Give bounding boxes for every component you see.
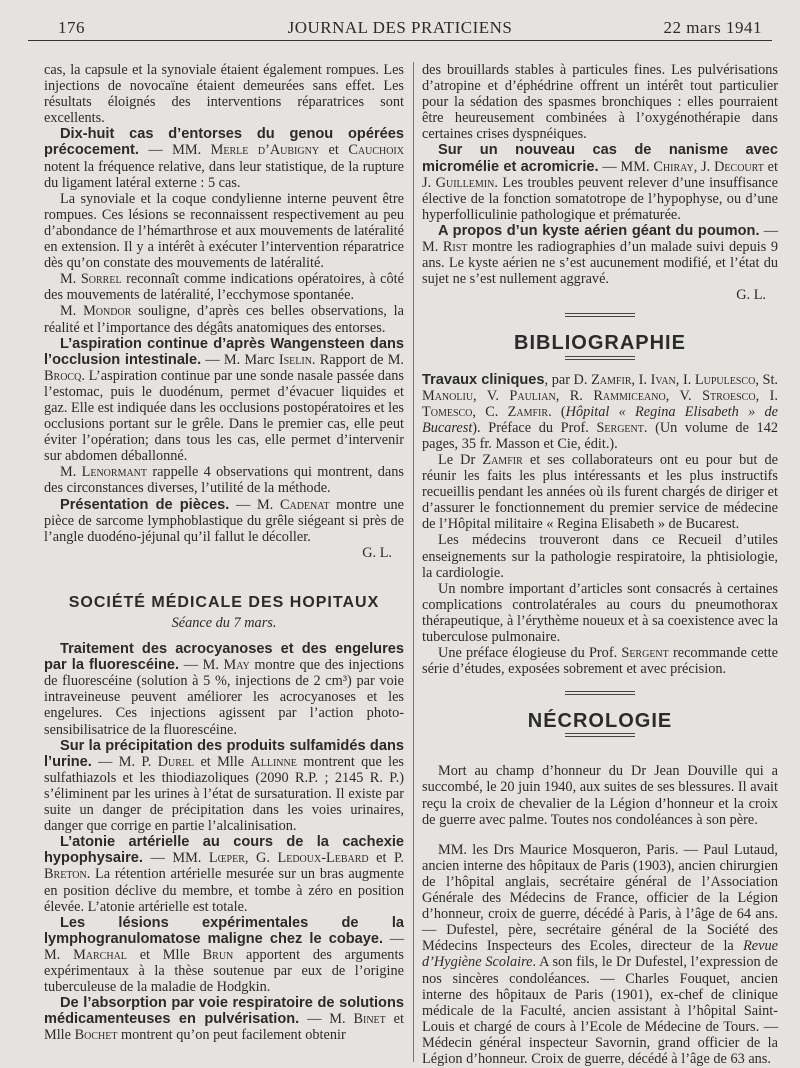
article-heading: L’aspiration continue d’après Wangensteen dans l’occlusion intestinale. (44, 335, 404, 368)
paragraph: M. Lenormant rappelle 4 observations qui montrent, dans des circonstances diverses, l’utilité de la méthode. (44, 464, 404, 497)
article-heading: Sur un nouveau cas de nanisme avec micromélie et acromicrie. (422, 142, 778, 175)
author-name: Decourt (714, 158, 764, 175)
author-name: Sergent (621, 645, 669, 662)
author-name: Binet (353, 1011, 386, 1028)
continued-paragraph: des brouillards stables à particules fines. Les pulvérisations d’atropine et d’éphédrine offrent un intérêt tout particulier pour la sédation des spasmes bronchiques : elles pourraient être heureusement combinées à l’oxygénothérapie dans certaines crises dyspnéiques. (422, 62, 778, 143)
ornament-rule (565, 691, 635, 695)
right-column (422, 62, 778, 1067)
paragraph: Un nombre important d’articles sont consacrés à certaines complications controlatérales au cours du pneumothorax thérapeutique, à l’érythème noueux et à sa coexistence avec la tuberculose pulmonaire. (422, 580, 778, 645)
article-sulfamides: Sur la précipitation des produits sulfamidés dans l’urine. — M. P. Durel et Mlle Allinne montrent que les sulfathiazols et les thiodiazoliques (2090 R.P. ; 2145 R. P.) s’éliminent par les urines à l’état de sursaturation. Il existe par suite un danger de précipitation dans les voies urinaires, danger que corrige en partie l’alcalinisation. (44, 737, 404, 835)
journal-title: JOURNAL DES PRATICIENS (287, 18, 513, 37)
author-name: Brocq (44, 367, 82, 384)
bibliography-title: BIBLIOGRAPHIE (514, 332, 686, 355)
article-heading: Sur la précipitation des produits sulfamidés dans l’urine. (44, 737, 404, 770)
author-name: Durel (157, 753, 195, 770)
article-atonie: L’atonie artérielle au cours de la cachexie hypophysaire. — MM. Lœper, G. Ledoux-Lebard et P. Breton. La rétention artérielle mesurée sur un bras augmente en position déclive du membre, et tombe à zéro en position élevée. L’atonie artérielle est totale. (44, 834, 404, 915)
author-name: Breton (44, 866, 87, 883)
ornament-rule (565, 356, 635, 360)
ornament-rule (565, 313, 635, 317)
author-name: Bochet (74, 1027, 118, 1044)
author-name: Marchal (73, 946, 127, 963)
paragraph: Le Dr Zamfir et ses collaborateurs ont eu pour but de réunir les faits les plus intéressants et les plus instructifs recueillis pendant les années où ils furent chargés de diriger et d’assurer le fonctionnement du premier service de médecine de l’Hôpital militaire « Regina Elisabeth » de Bucarest. (422, 451, 778, 533)
article-heading: Les lésions expérimentales de la lymphogranulomatose maligne chez le cobaye. (44, 914, 404, 947)
article-heading: A propos d’un kyste aérien géant du poumon. (438, 222, 760, 239)
paragraph: M. Sorrel reconnaît comme indications opératoires, à côté des mouvements de latéralité, l’ecchymose spontanée. (44, 271, 404, 304)
author-name: Guillemin (435, 174, 495, 191)
author-name: Allinne (250, 753, 297, 770)
article-heading: Traitement des acrocyanoses et des engelures par la fluorescéine. (44, 641, 404, 674)
ornament-rule (565, 733, 635, 737)
author-name: Zamfir (482, 451, 523, 468)
book-reference: Travaux cliniques, par D. Zamfir, I. Ivan, I. Lupulesco, St. Manoliu, V. Paulian, R. Rammiceano, V. Stroesco, I. Tomesco, C. Zamfir. (Hôpital « Regina Elisabeth » de Bucarest). Préface du Prof. Sergent. (Un volume de 142 pages, 35 fr. Masson et Cie, édit.). (422, 371, 778, 452)
article-lesions: Les lésions expérimentales de la lymphogranulomatose maligne chez le cobaye. — M. Marchal et Mlle Brun apportent des arguments expérimentaux à la thèse soutenue par eux de l’origine tuberculeuse de la maladie de Hodgkin. (44, 914, 405, 996)
author-name: Lenormant (81, 464, 148, 481)
article-kyste: A propos d’un kyste aérien géant du poumon. — M. Rist montre les radiographies d’un malade suivi depuis 9 ans. Le kyste aérien ne s’est aucunement modifié, et l’état du sujet ne s’est nullement aggravé. (422, 222, 779, 288)
author-name: Cadenat (279, 496, 330, 513)
article-aspiration: L’aspiration continue d’après Wangensteen dans l’occlusion intestinale. — M. Marc Iselin. Rapport de M. Brocq. L’aspiration continue par une sonde nasale passée dans l’estomac, puis le duodénum, permet d’évacuer liquides et gaz. Elle est indiquée dans les occlusions postopératoires et les occlusions portant sur le grêle. Dans le premier cas, elle peut éviter l’opération; dans tous les cas, elle permet d’intervenir sur abdomen déballonné. (44, 335, 405, 465)
article-heading: De l’absorption par voie respiratoire de solutions médicamenteuses en pulvérisation. (44, 995, 404, 1028)
issue-date: 22 mars 1941 (663, 18, 762, 37)
page-number: 176 (58, 18, 85, 37)
article-acrocyanoses: Traitement des acrocyanoses et des engelures par la fluorescéine. — M. May montre que des injections de fluorescéine (solution à 5 %, injections de 2 cm³) par voie intraveineuse peuvent améliorer les acrocyanoses et les engelures. Ces injections agissent par l’action photo-sensibilisatrice de la fluorescéine. (44, 641, 404, 738)
paragraph: M. Mondor souligne, d’après ces belles observations, la réalité et l’importance des dégâts anatomiques des entorses. (44, 303, 404, 336)
signature: G. L. (362, 544, 392, 561)
author-name: Lœper (208, 850, 245, 867)
author-name: May (223, 657, 250, 674)
necrology-title: NÉCROLOGIE (527, 710, 673, 733)
book-title: Travaux cliniques (422, 371, 545, 388)
left-column (44, 62, 404, 1043)
paragraph: Mort au champ d’honneur du Dr Jean Douville qui a succombé, le 20 juin 1940, aux suites de ses blessures. Il avait reçu la croix de chevalier de la Légion d’honneur et la croix de guerre avec palme. Toutes nos condoléances à son père. (422, 763, 778, 828)
author-name: Rist (442, 239, 468, 256)
signature: G. L. (736, 287, 766, 304)
article-heading: Dix-huit cas d’entorses du genou opérées précocement. (44, 126, 404, 159)
article-heading: L’atonie artérielle au cours de la cachexie hypophysaire. (44, 834, 404, 867)
article-nanisme: Sur un nouveau cas de nanisme avec micromélie et acromicrie. — MM. Chiray, J. Decourt et J. Guillemin. Les troubles peuvent relever d’une insuffisance élective de la fonction somatotrope de l’hypophyse, ou d’une hyperfolliculinie pathologique et prématurée. (422, 142, 778, 223)
author-name: Cauchoix (348, 142, 404, 159)
article-heading: Présentation de pièces. (60, 496, 230, 513)
article-presentation: Présentation de pièces. — M. Cadenat montre une pièce de sarcome lymphoblastique du grêle siégeant si près de l’angle duodéno-jéjunal qu’il fallut le décoller. (44, 496, 404, 545)
section-title: SOCIÉTÉ MÉDICALE DES HOPITAUX (68, 593, 380, 611)
continued-paragraph: cas, la capsule et la synoviale étaient également rompues. Les injections de novocaïne étaient demeurées sans effet. Les résultats éloignés des interventions réparatrices sont excellents. (44, 62, 404, 127)
session-date: Séance du 7 mars. (171, 615, 277, 631)
author-name: Mondor (83, 303, 132, 320)
paragraph: MM. les Drs Maurice Mosqueron, Paris. — Paul Lutaud, ancien interne des hôpitaux de Paris (1903), ancien chirurgien de l’hôpital anglais, secrétaire général de l’Association Générale des Médecins de France, officier de la Légion d’honneur, croix de guerre, décédé à Paris, à l’âge de 64 ans. — Dufestel, père, secrétaire général de la Société des Médecins Inspecteurs des Ecoles, directeur de la Revue d’Hygiène Scolaire. A son fils, le Dr Dufestel, l’expression de nos sincères condoléances. — Charles Fouquet, ancien interne des hôpitaux de Paris (1901), ex-chef de clinique médicale de la Faculté, ancien assistant à l’hôpital Saint-Louis et chargé de cours à l’Ecole de Médecine de Tours. — Médecin général inspecteur Savornin, grand officier de la Légion d’honneur. Croix de guerre, décédé à l’âge de 63 ans. (422, 841, 778, 1067)
author-name: Sorrel (80, 271, 122, 288)
article-entorses: Dix-huit cas d’entorses du genou opérées précocement. — MM. Merle d’Aubigny et Cauchoix notent la fréquence relative, dans leur statistique, de la rupture du ligament latéral externe : 5 cas. (44, 126, 404, 191)
paragraph: Une préface élogieuse du Prof. Sergent recommande cette série d’études, exposées sobrement et avec précision. (422, 645, 778, 678)
author-name: Chiray (653, 158, 694, 175)
column-divider (413, 62, 414, 1062)
author-name: Iselin (278, 351, 312, 368)
paragraph: La synoviale et la coque condylienne interne peuvent être rompues. Ces lésions se reconnaissent respectivement au peu d’abondance de l’hémarthrose et aux mouvements de latéralité en extension. Il y a intérêt à exécuter l’intervention réparatrice dès qu’on constate des mouvements de latéralité. (44, 190, 404, 272)
author-name: Brun (202, 946, 234, 963)
author-name: Ledoux-Lebard (277, 850, 369, 867)
page-header (28, 14, 772, 41)
paragraph: Les médecins trouveront dans ce Recueil d’utiles enseignements sur la pathologie respiratoire, la phtisiologie, la cardiologie. (422, 532, 778, 581)
author-name: Merle d’Aubigny (210, 142, 320, 159)
article-absorption: De l’absorption par voie respiratoire de solutions médicamenteuses en pulvérisation. — M. Binet et Mlle Bochet montrent qu’on peut facilement obtenir (44, 995, 404, 1044)
